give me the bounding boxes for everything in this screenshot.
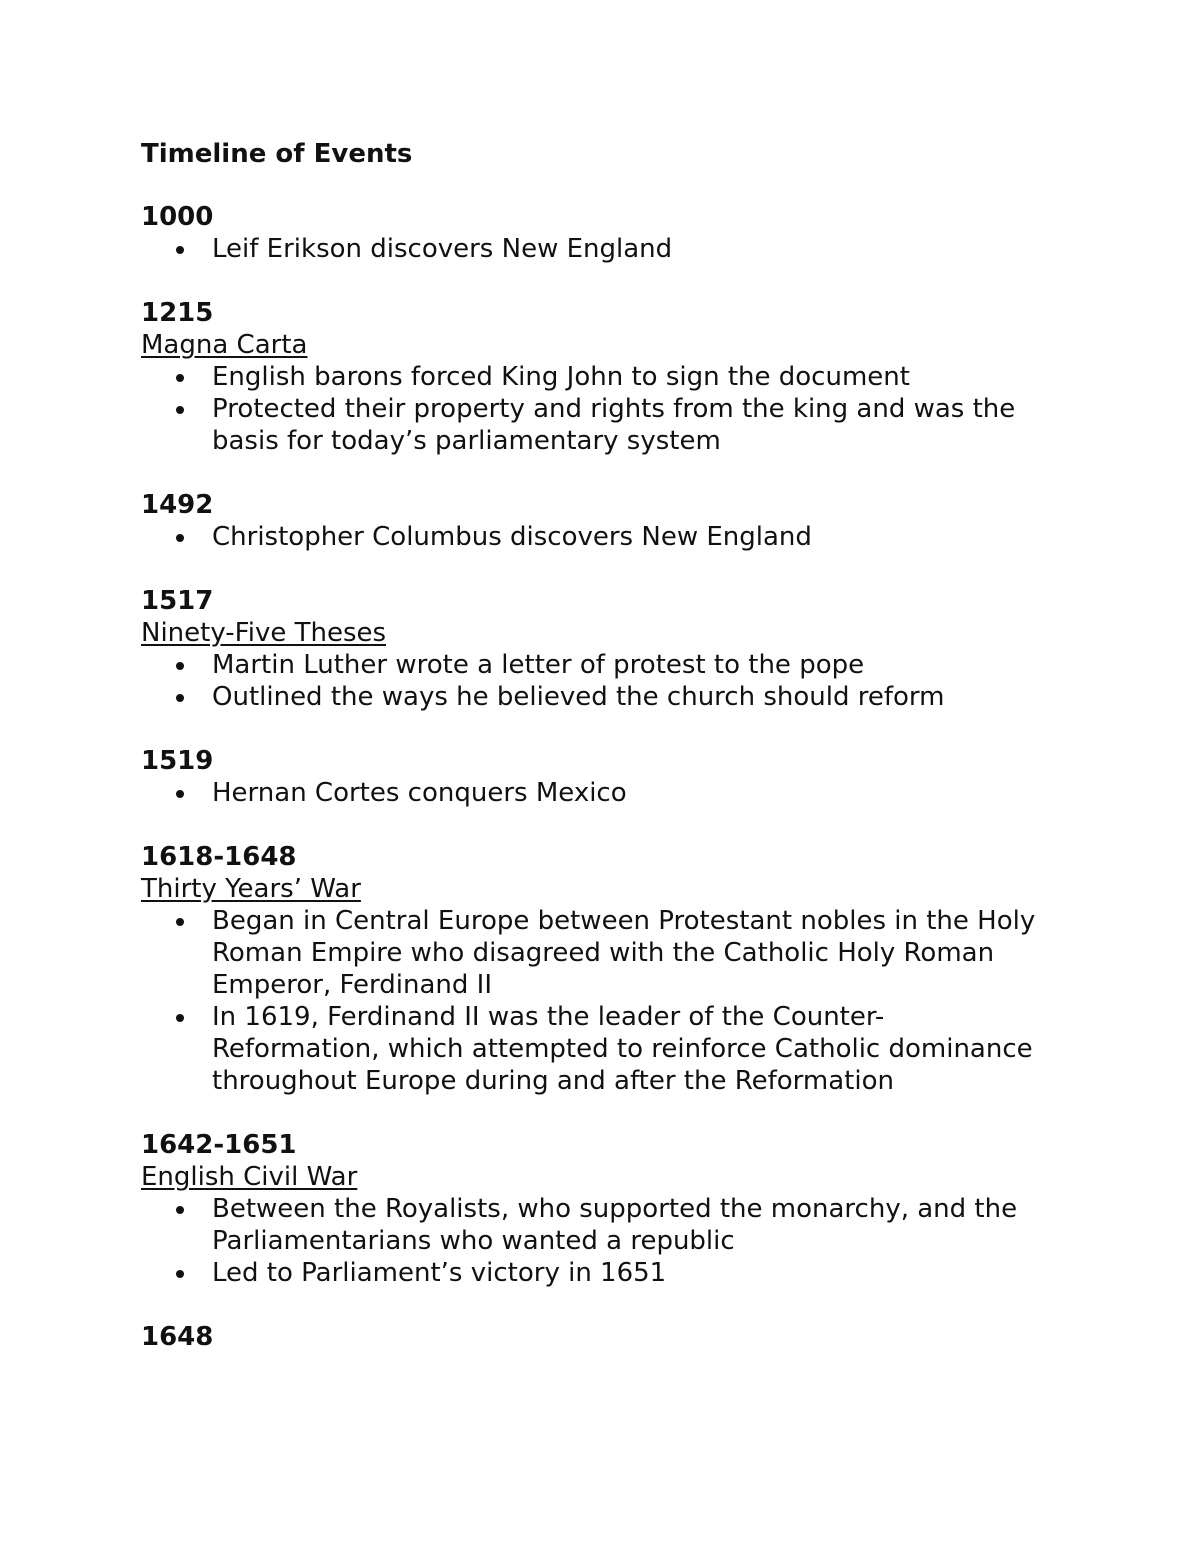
timeline-event <box>141 745 1041 809</box>
bullet-item <box>141 361 1041 393</box>
bullet-icon <box>176 1206 184 1214</box>
bullet-list <box>141 905 1041 1097</box>
document-page <box>141 138 1041 1385</box>
bullet-list <box>141 233 1041 265</box>
bullet-icon <box>176 1014 184 1022</box>
timeline-event <box>141 297 1041 457</box>
bullet-icon <box>176 534 184 542</box>
timeline-event <box>141 489 1041 553</box>
bullet-item <box>141 521 1041 553</box>
bullet-icon <box>176 694 184 702</box>
event-year: 1642-1651 <box>141 1130 297 1160</box>
bullet-icon <box>176 918 184 926</box>
event-name: Thirty Years’ War <box>141 874 361 904</box>
bullet-item <box>141 1001 1041 1097</box>
bullet-text: Christopher Columbus discovers New England <box>212 522 812 552</box>
bullet-item <box>141 777 1041 809</box>
bullet-icon <box>176 1270 184 1278</box>
bullet-text: Led to Parliament’s victory in 1651 <box>212 1258 667 1288</box>
timeline-event <box>141 201 1041 265</box>
event-name: English Civil War <box>141 1162 358 1192</box>
bullet-text: Outlined the ways he believed the church should reform <box>212 682 945 712</box>
bullet-item <box>141 1193 1041 1257</box>
bullet-text: Hernan Cortes conquers Mexico <box>212 778 627 808</box>
bullet-icon <box>176 662 184 670</box>
bullet-list <box>141 777 1041 809</box>
timeline-event <box>141 1321 1041 1353</box>
bullet-text: English barons forced King John to sign the document <box>212 362 910 392</box>
event-year: 1519 <box>141 746 214 776</box>
bullet-text: Leif Erikson discovers New England <box>212 234 673 264</box>
event-year: 1517 <box>141 586 214 616</box>
bullet-icon <box>176 246 184 254</box>
bullet-list <box>141 521 1041 553</box>
bullet-item <box>141 649 1041 681</box>
bullet-item <box>141 1257 1041 1289</box>
event-year: 1618-1648 <box>141 842 297 872</box>
bullet-text: Martin Luther wrote a letter of protest to the pope <box>212 650 865 680</box>
event-year: 1492 <box>141 490 214 520</box>
event-name: Ninety-Five Theses <box>141 618 387 648</box>
timeline-event <box>141 585 1041 713</box>
page-title: Timeline of Events <box>141 139 413 169</box>
bullet-text: Began in Central Europe between Protestant nobles in the Holy Roman Empire who disagreed with the Catholic Holy Roman Emperor, Ferdinand II <box>212 906 1036 1000</box>
bullet-text: Protected their property and rights from the king and was the basis for today’s parliamentary system <box>212 394 1016 456</box>
event-year: 1000 <box>141 202 214 232</box>
bullet-item <box>141 681 1041 713</box>
bullet-icon <box>176 790 184 798</box>
event-year: 1215 <box>141 298 214 328</box>
bullet-text: In 1619, Ferdinand II was the leader of the Counter-Reformation, which attempted to reinforce Catholic dominance throughout Europe during and after the Reformation <box>212 1002 1033 1096</box>
bullet-icon <box>176 406 184 414</box>
timeline-event <box>141 841 1041 1097</box>
bullet-text: Between the Royalists, who supported the monarchy, and the Parliamentarians who wanted a republic <box>212 1194 1018 1256</box>
bullet-list <box>141 1193 1041 1289</box>
bullet-list <box>141 361 1041 457</box>
bullet-item <box>141 233 1041 265</box>
bullet-item <box>141 905 1041 1001</box>
event-name: Magna Carta <box>141 330 308 360</box>
bullet-item <box>141 393 1041 457</box>
bullet-icon <box>176 374 184 382</box>
timeline-event <box>141 1129 1041 1289</box>
timeline-list <box>141 201 1041 1353</box>
event-year: 1648 <box>141 1322 214 1352</box>
bullet-list <box>141 649 1041 713</box>
